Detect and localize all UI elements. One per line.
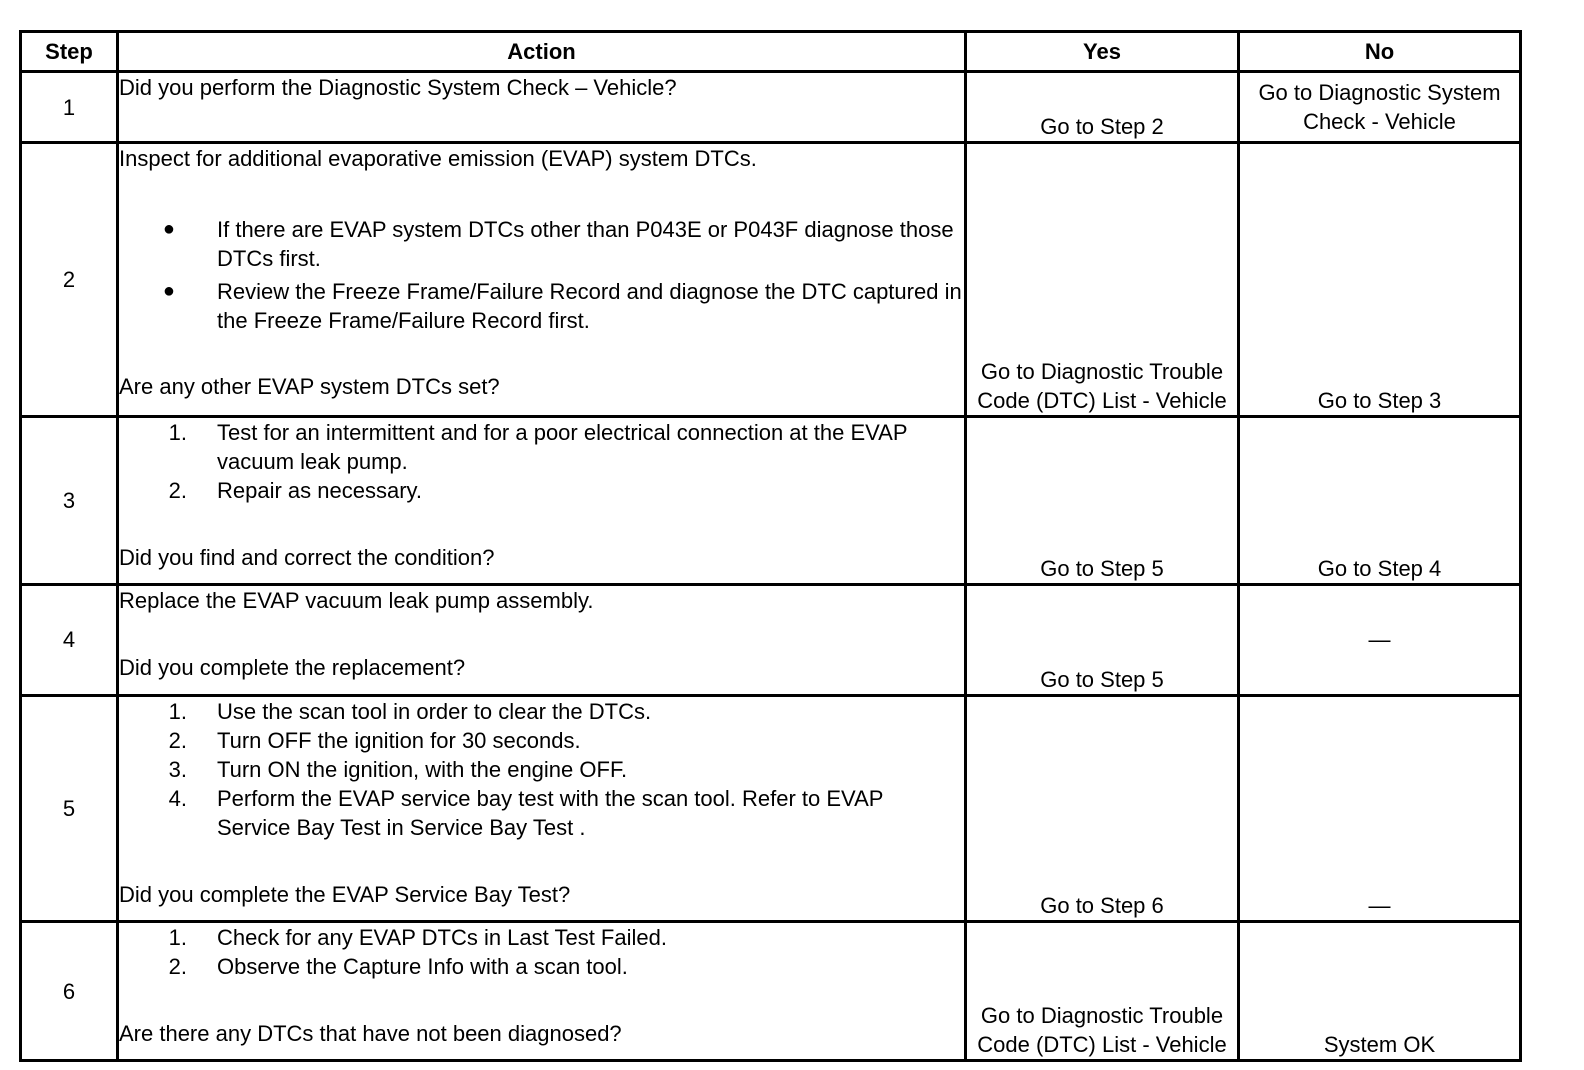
yes-cell: Go to Step 2 <box>966 72 1239 143</box>
action-intro: Replace the EVAP vacuum leak pump assembly. <box>119 588 594 614</box>
no-cell: — <box>1239 695 1521 922</box>
step-number: 4 <box>21 585 118 695</box>
header-row <box>21 32 1521 72</box>
list-item-text: Perform the EVAP service bay test with the scan tool. Refer to EVAP Service Bay Test in Service Bay Test . <box>217 785 884 840</box>
yes-cell: Go to Step 5 <box>966 585 1239 695</box>
list-number: 1. <box>168 925 187 951</box>
list-item-text: If there are EVAP system DTCs other than P043E or P043F diagnose those DTCs first. <box>217 217 954 272</box>
list-item-text: Test for an intermittent and for a poor electrical connection at the EVAP vacuum leak pump. <box>217 419 908 474</box>
step-number: 6 <box>21 922 118 1061</box>
yes-cell: Go to Diagnostic Trouble Code (DTC) List - Vehicle <box>966 922 1239 1061</box>
list-number: 2. <box>168 727 187 753</box>
diagnostic-table <box>19 30 1522 1062</box>
list-item-text: Turn OFF the ignition for 30 seconds. <box>217 727 581 753</box>
action-intro: Inspect for additional evaporative emission (EVAP) system DTCs. <box>119 146 757 172</box>
table-row-step-3 <box>21 416 1521 584</box>
list-item <box>119 726 964 755</box>
table-row-step-5 <box>21 695 1521 922</box>
yes-cell: Go to Diagnostic Trouble Code (DTC) List - Vehicle <box>966 143 1239 417</box>
list-item <box>119 755 964 784</box>
action-cell <box>118 695 966 922</box>
action-question: Are there any DTCs that have not been diagnosed? <box>119 1021 622 1047</box>
step-number: 5 <box>21 695 118 922</box>
table-row-step-1 <box>21 72 1521 143</box>
list-item <box>119 923 964 952</box>
action-question: Did you find and correct the condition? <box>119 544 495 570</box>
step-number: 3 <box>21 416 118 584</box>
action-question: Did you perform the Diagnostic System Check – Vehicle? <box>119 75 677 100</box>
table-row-step-4 <box>21 585 1521 695</box>
action-cell <box>118 416 966 584</box>
header-action: Action <box>118 32 966 72</box>
table-row-step-6 <box>21 922 1521 1061</box>
list-item-text: Observe the Capture Info with a scan tool. <box>217 954 628 980</box>
list-number: 2. <box>168 954 187 980</box>
table-row-step-2 <box>21 143 1521 417</box>
action-cell <box>118 143 966 417</box>
numbered-list <box>119 418 964 505</box>
step-number: 1 <box>21 72 118 143</box>
list-item <box>119 784 964 842</box>
list-item <box>119 697 964 726</box>
no-cell: Go to Diagnostic System Check - Vehicle <box>1239 72 1521 143</box>
list-item-text: Turn ON the ignition, with the engine OFF. <box>217 756 628 782</box>
list-number: 1. <box>168 698 187 724</box>
list-item-text: Use the scan tool in order to clear the DTCs. <box>217 698 652 724</box>
list-item <box>119 277 964 335</box>
list-number: 1. <box>168 419 187 445</box>
action-question: Are any other EVAP system DTCs set? <box>119 374 500 400</box>
action-cell <box>118 585 966 695</box>
step-number: 2 <box>21 143 118 417</box>
no-cell: Go to Step 4 <box>1239 416 1521 584</box>
action-question: Did you complete the EVAP Service Bay Test? <box>119 881 571 907</box>
list-item <box>119 418 964 476</box>
numbered-list <box>119 697 964 842</box>
no-cell: — <box>1239 585 1521 695</box>
list-item <box>119 215 964 273</box>
no-cell: Go to Step 3 <box>1239 143 1521 417</box>
list-item-text: Repair as necessary. <box>217 477 423 503</box>
header-step: Step <box>21 32 118 72</box>
bullet-icon: ● <box>162 218 175 241</box>
header-no: No <box>1239 32 1521 72</box>
bullet-list <box>119 215 964 335</box>
list-number: 4. <box>168 785 187 811</box>
no-cell: System OK <box>1239 922 1521 1061</box>
numbered-list <box>119 923 964 981</box>
yes-cell: Go to Step 5 <box>966 416 1239 584</box>
list-item-text: Review the Freeze Frame/Failure Record and diagnose the DTC captured in the Freeze Frame/Failure Record first. <box>217 279 962 334</box>
header-yes: Yes <box>966 32 1239 72</box>
action-cell <box>118 922 966 1061</box>
yes-cell: Go to Step 6 <box>966 695 1239 922</box>
action-question: Did you complete the replacement? <box>119 655 466 681</box>
list-number: 2. <box>168 477 187 503</box>
list-item-text: Check for any EVAP DTCs in Last Test Failed. <box>217 925 667 951</box>
action-cell <box>118 72 966 143</box>
bullet-icon: ● <box>162 280 175 303</box>
list-item <box>119 952 964 981</box>
list-number: 3. <box>168 756 187 782</box>
list-item <box>119 476 964 505</box>
